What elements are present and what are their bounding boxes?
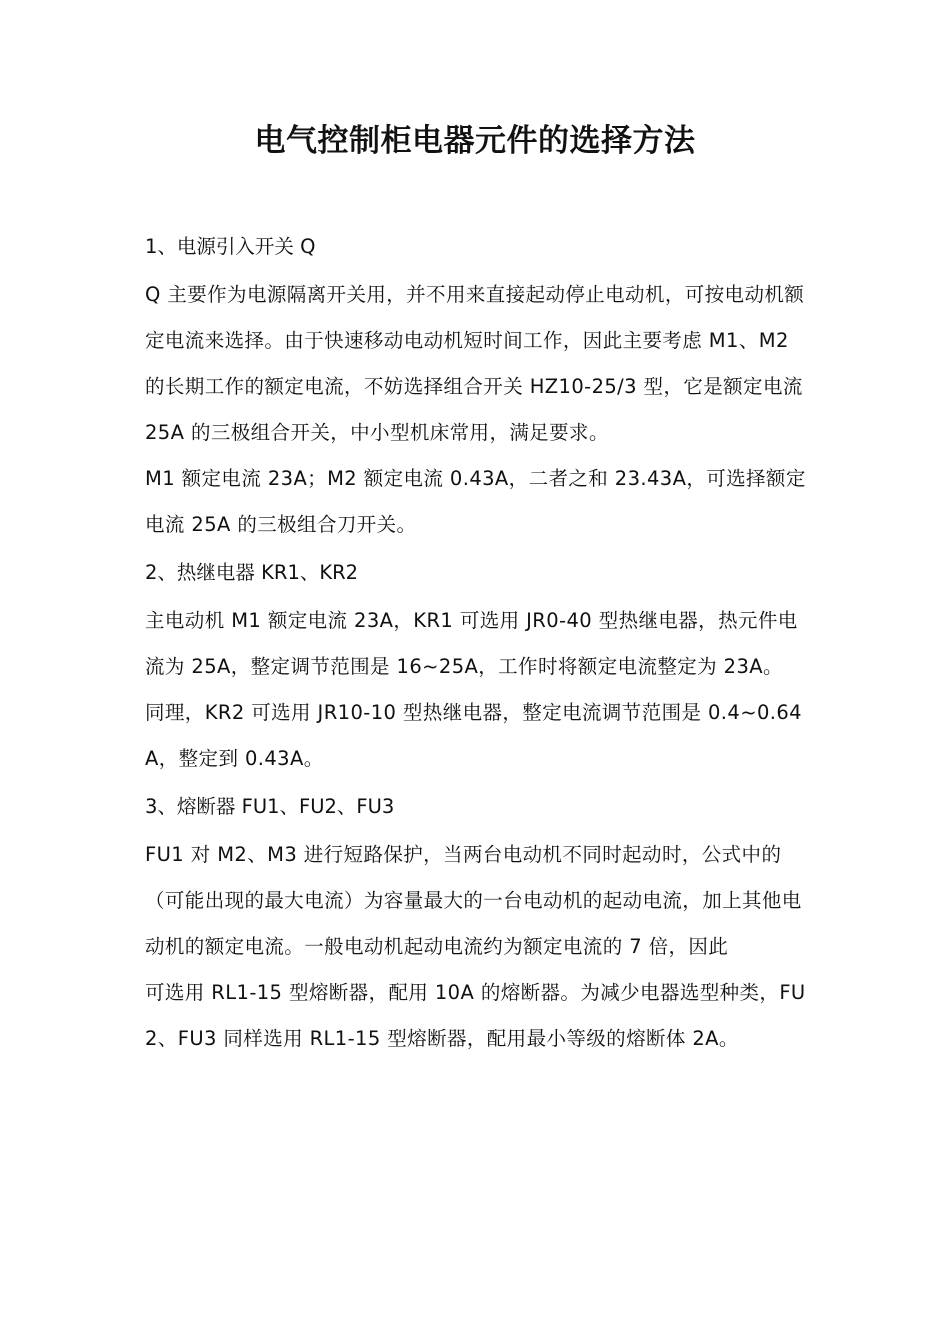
paragraph-power-switch-selection: M1 额定电流 23A；M2 额定电流 0.43A，二者之和 23.43A，可选择额定电流 25A 的三极组合刀开关。 (145, 467, 806, 536)
document-title: 电气控制柜电器元件的选择方法 (254, 123, 696, 159)
paragraph-thermal-relay-kr2: 同理，KR2 可选用 JR10-10 型热继电器，整定电流调节范围是 0.4~0.64A，整定到 0.43A。 (145, 701, 802, 770)
paragraph-power-switch-description: Q 主要作为电源隔离开关用，并不用来直接起动停止电动机，可按电动机额定电流来选择。由于快速移动电动机短时间工作，因此主要考虑 M1、M2 的长期工作的额定电流，不妨选择组合开关 HZ10-25/3 型，它是额定电流 25A 的三极组合开关，中小型机床常用，满足要求。 (145, 283, 805, 444)
document-body (145, 224, 810, 1062)
section-heading-power-switch: 1、电源引入开关 Q (145, 235, 316, 258)
paragraph-fuse-fu1: FU1 对 M2、M3 进行短路保护，当两台电动机不同时起动时，公式中的（可能出现的最大电流）为容量最大的一台电动机的起动电流，加上其他电动机的额定电流。一般电动机起动电流约为额定电流的 7 倍，因此 (145, 843, 802, 958)
section-heading-fuse: 3、熔断器 FU1、FU2、FU3 (145, 795, 395, 818)
paragraph-thermal-relay-kr1: 主电动机 M1 额定电流 23A，KR1 可选用 JR0-40 型热继电器，热元件电流为 25A，整定调节范围是 16~25A，工作时将额定电流整定为 23A。 (145, 609, 798, 678)
paragraph-fuse-selection: 可选用 RL1-15 型熔断器，配用 10A 的熔断器。为减少电器选型种类，FU2、FU3 同样选用 RL1-15 型熔断器，配用最小等级的熔断体 2A。 (145, 981, 806, 1050)
section-heading-thermal-relay: 2、热继电器 KR1、KR2 (145, 561, 359, 584)
